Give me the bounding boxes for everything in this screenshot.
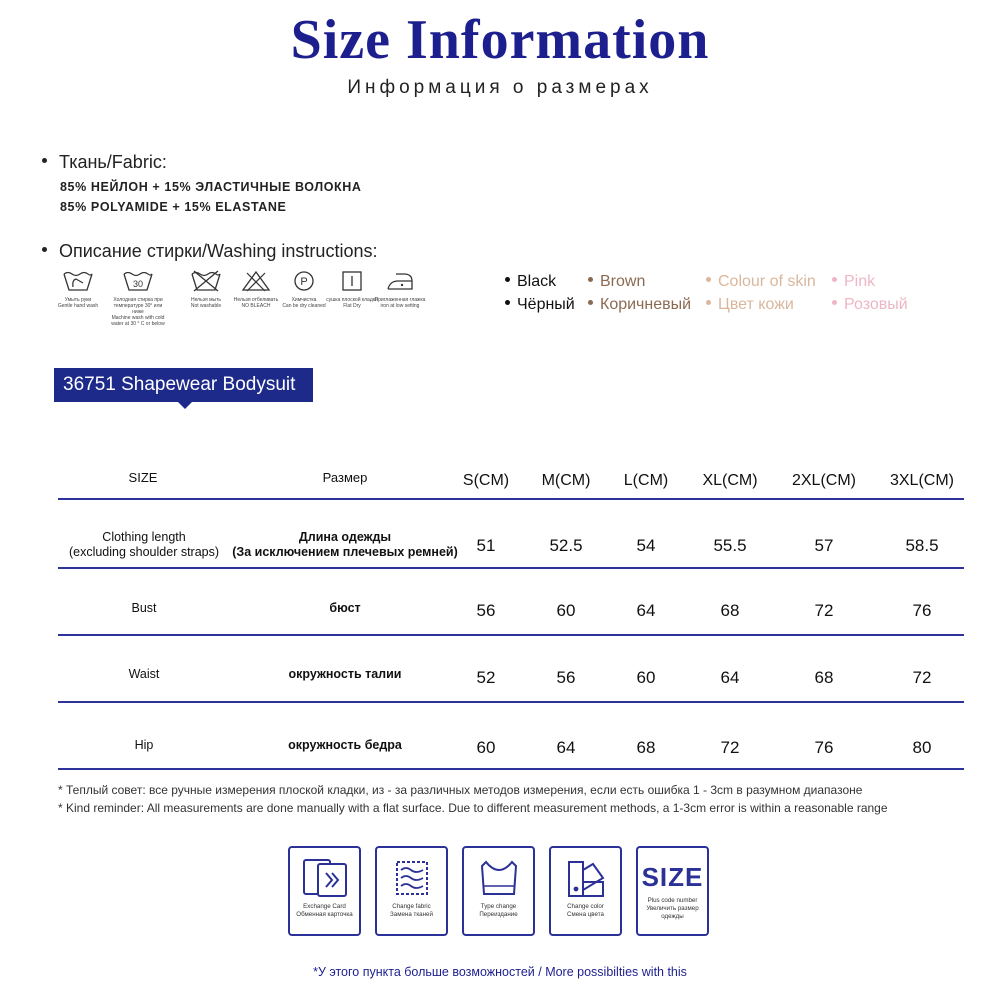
page-title: Size Information	[290, 9, 710, 71]
do-not-wash-caption: Нельзя мыть Not washable	[190, 297, 222, 309]
table-cell: 64	[556, 738, 576, 757]
table-cell: 76	[814, 738, 834, 757]
color-brown-ru: Коричневый	[588, 296, 691, 314]
change-fabric-label-ru: Замена тканей	[390, 911, 433, 918]
row-label-ru: окружность талии	[288, 667, 402, 681]
iron-low-icon	[384, 270, 416, 292]
color-black-en: Black	[505, 273, 556, 291]
table-cell: 72	[912, 668, 932, 687]
note-ru: * Теплый совет: все ручные измерения плоской кладки, из - за различных методов измерения, если есть ошибка 1 - 3cm в разумном диапазоне	[58, 783, 863, 797]
table-cell: 80	[912, 738, 932, 757]
product-tag-pointer	[177, 401, 193, 409]
header-s: S(CM)	[462, 472, 510, 489]
color-black-ru: Чёрный	[505, 296, 575, 314]
row-label-ru: бюст	[329, 601, 361, 615]
color-dot	[505, 277, 510, 282]
dry-clean-icon	[288, 270, 320, 292]
page-subtitle: Информация о размерах	[347, 77, 653, 98]
color-dot	[588, 277, 593, 282]
table-cell: 51	[476, 536, 496, 555]
type-change-label-en: Type change	[480, 903, 517, 910]
table-cell: 68	[814, 668, 834, 687]
change-fabric-label-en: Change fabric	[392, 903, 431, 910]
wash-temp: 30	[132, 279, 144, 289]
row-label-en: Bust	[131, 601, 157, 615]
header-2xl: 2XL(CM)	[791, 472, 856, 489]
table-cell: 57	[814, 536, 834, 555]
row-label-en: Clothing length (excluding shoulder straps)	[68, 530, 220, 559]
size-label-en: Plus code number	[647, 897, 698, 904]
table-cell: 52	[476, 668, 496, 687]
machine-wash-caption: Холодная стирка при температуре 30° или ниже Machine wash with cold water at 30 ° C or below	[111, 297, 165, 327]
exchange-card-label-ru: Обменная карточка	[296, 911, 353, 918]
do-not-wash-icon	[190, 270, 222, 292]
product-name-tag: 36751 Shapewear Bodysuit	[54, 368, 313, 402]
table-cell: 72	[720, 738, 740, 757]
row-label-ru: Длина одежды (За исключением плечевых ремней)	[232, 530, 458, 559]
table-cell: 60	[556, 601, 576, 620]
flat-dry-caption: сушка плоской кладки Flat Dry	[326, 297, 378, 309]
color-dot	[706, 277, 711, 282]
table-cell: 76	[912, 601, 932, 620]
table-cell: 68	[636, 738, 656, 757]
bullet-dot	[42, 247, 47, 252]
size-card	[636, 846, 709, 936]
table-divider	[58, 701, 964, 703]
color-skin-en: Colour of skin	[706, 273, 816, 291]
type-change-icon	[474, 856, 524, 900]
table-cell: 68	[720, 601, 740, 620]
color-pink-ru: Розовый	[832, 296, 908, 314]
table-divider	[58, 567, 964, 569]
machine-wash-30-icon	[122, 270, 154, 292]
table-cell: 64	[720, 668, 740, 687]
row-label-ru: окружность бедра	[288, 738, 402, 752]
change-fabric-icon	[387, 856, 437, 900]
table-divider	[58, 498, 964, 500]
services-footer-note: *У этого пункта больше возможностей / More possibilties with this	[313, 965, 687, 979]
no-bleach-icon	[240, 270, 272, 292]
color-brown-en: Brown	[588, 273, 645, 291]
exchange-card-card	[288, 846, 361, 936]
fabric-heading-text: Ткань/Fabric:	[59, 152, 167, 172]
table-cell: 55.5	[713, 536, 747, 555]
iron-low-caption: Приглаженная глажка iron at low setting	[374, 297, 426, 309]
table-cell: 52.5	[549, 536, 583, 555]
hand-wash-caption: Умыть руки Gentle hand wash	[57, 297, 99, 309]
exchange-card-icon	[300, 856, 350, 900]
table-cell: 58.5	[905, 536, 939, 555]
bullet-dot	[42, 158, 47, 163]
hand-wash-icon-block	[48, 270, 108, 309]
table-divider	[58, 634, 964, 636]
color-dot	[706, 300, 711, 305]
header-xl: XL(CM)	[702, 472, 758, 489]
table-cell: 60	[476, 738, 496, 757]
hand-wash-icon	[62, 270, 94, 292]
table-cell: 54	[636, 536, 656, 555]
flat-dry-icon	[336, 270, 368, 292]
change-color-card	[549, 846, 622, 936]
header-m: M(CM)	[541, 472, 591, 489]
size-icon: SIZE	[641, 862, 704, 892]
color-dot	[588, 300, 593, 305]
header-size: SIZE	[128, 470, 158, 485]
table-cell: 60	[636, 668, 656, 687]
header-3xl: 3XL(CM)	[889, 472, 954, 489]
fabric-heading	[42, 152, 167, 173]
color-dot	[832, 277, 837, 282]
table-cell: 64	[636, 601, 656, 620]
dry-clean-letter: P	[300, 276, 308, 288]
type-change-card	[462, 846, 535, 936]
type-change-label-ru: Переиздание	[479, 911, 518, 918]
color-skin-ru: Цвет кожи	[706, 296, 794, 314]
no-bleach-caption: Нельзя отбеливать NO BLEACH	[233, 297, 279, 309]
change-color-label-en: Change color	[567, 903, 604, 910]
exchange-card-label-en: Exchange Card	[303, 903, 346, 910]
iron-low-icon-block	[370, 270, 430, 309]
washing-heading-text: Описание стирки/Washing instructions:	[59, 241, 378, 261]
row-label-en: Waist	[128, 667, 160, 681]
header-razmer: Размер	[322, 470, 368, 485]
color-pink-en: Pink	[832, 273, 875, 291]
change-color-label-ru: Смена цвета	[567, 911, 604, 918]
fabric-line-en: 85% POLYAMIDE + 15% ELASTANE	[60, 200, 287, 214]
size-label-ru: Увеличить размер одежды	[646, 905, 699, 920]
color-dot	[832, 300, 837, 305]
header-l: L(CM)	[623, 472, 669, 489]
fabric-line-ru: 85% НЕЙЛОН + 15% ЭЛАСТИЧНЫЕ ВОЛОКНА	[60, 180, 362, 194]
color-dot	[505, 300, 510, 305]
washing-heading	[42, 241, 377, 262]
dry-clean-caption: Химчистка Can be dry cleaned	[282, 297, 326, 309]
row-label-en: Hip	[134, 738, 154, 752]
table-divider	[58, 768, 964, 770]
machine-wash-icon-block	[108, 270, 168, 327]
change-fabric-card	[375, 846, 448, 936]
table-cell: 56	[476, 601, 496, 620]
table-cell: 72	[814, 601, 834, 620]
note-en: * Kind reminder: All measurements are done manually with a flat surface. Due to different measurement methods, a 1-3cm error is within a reasonable range	[58, 801, 888, 815]
table-cell: 56	[556, 668, 576, 687]
change-color-icon	[561, 856, 611, 900]
